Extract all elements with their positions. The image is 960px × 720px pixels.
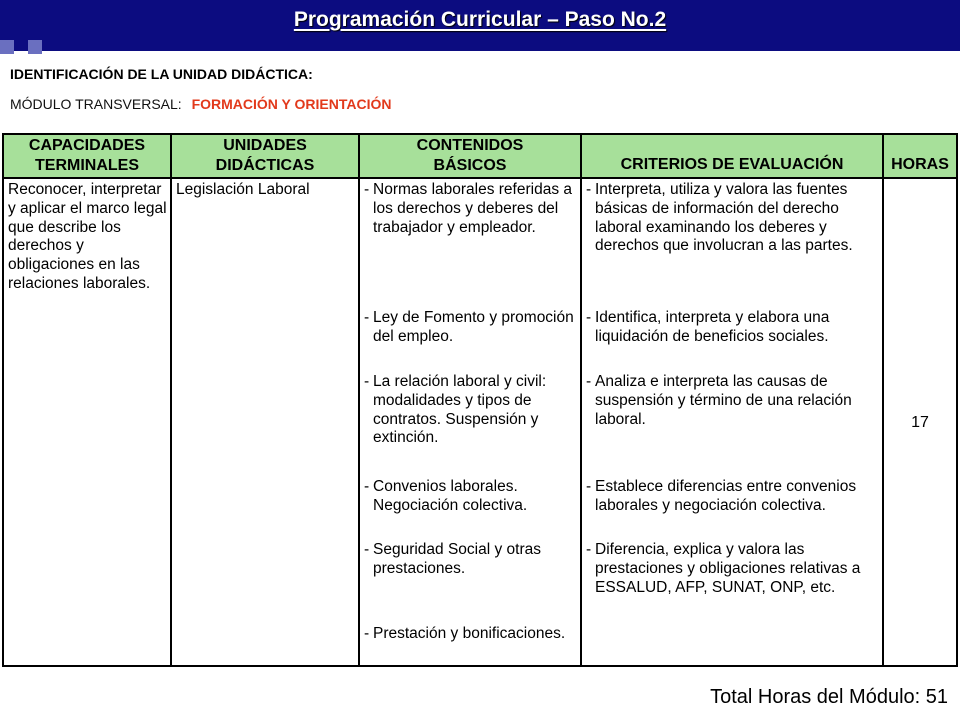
header-horas-text: HORAS (891, 156, 949, 173)
bullet-dash: - (586, 373, 592, 390)
header-unidades-line1: UNIDADES (223, 137, 307, 154)
title-bar (0, 0, 960, 51)
header-criterios (582, 135, 882, 179)
contenido-item (364, 373, 577, 448)
bullet-dash: - (586, 181, 592, 198)
curriculum-table (2, 133, 958, 667)
contenido-text: Convenios laborales. Negociación colectiva. (373, 478, 528, 514)
bullet-dash: - (364, 373, 370, 390)
identification-heading: IDENTIFICACIÓN DE LA UNIDAD DIDÁCTICA: (10, 66, 313, 82)
header-unidades (172, 135, 358, 179)
header-capacidades-line1: CAPACIDADES (28, 137, 146, 154)
header-unidades-line2: DIDÁCTICAS (215, 157, 315, 174)
contenido-item (364, 181, 577, 237)
criterio-text: Identifica, interpreta y elabora una liquidación de beneficios sociales. (595, 309, 830, 345)
bullet-dash: - (364, 181, 370, 198)
contenido-text: La relación laboral y civil: modalidades y tipos de contratos. Suspensión y extinción. (373, 373, 547, 447)
criterio-text: Interpreta, utiliza y valora las fuentes básicas de información del derecho laboral examinando los deberes y derechos que involucran a las partes. (595, 181, 853, 255)
contenido-text: Seguridad Social y otras prestaciones. (373, 541, 542, 577)
header-capacidades (4, 135, 170, 179)
header-horas (884, 135, 956, 179)
contenido-text: Prestación y bonificaciones. (373, 625, 566, 642)
column-capacidades (4, 135, 172, 665)
criterio-item (586, 181, 879, 256)
column-contenidos (360, 135, 582, 665)
module-label: MÓDULO TRANSVERSAL: (10, 96, 182, 112)
bullet-dash: - (364, 478, 370, 495)
module-line (10, 96, 391, 112)
contenido-item (364, 478, 577, 516)
column-criterios (582, 135, 884, 665)
contenido-item (364, 541, 577, 579)
header-capacidades-line2: TERMINALES (35, 157, 139, 174)
contenido-item (364, 625, 577, 644)
unidad-text: Legislación Laboral (176, 181, 310, 198)
module-value: FORMACIÓN Y ORIENTACIÓN (191, 96, 392, 112)
header-criterios-text: CRITERIOS DE EVALUACIÓN (620, 156, 844, 173)
criterio-text: Establece diferencias entre convenios laborales y negociación colectiva. (595, 478, 857, 514)
criterio-item (586, 309, 879, 347)
decorative-squares (0, 40, 44, 56)
header-contenidos-line2: BÁSICOS (433, 157, 507, 174)
decor-square (28, 40, 42, 54)
criterio-item (586, 541, 879, 597)
contenido-text: Normas laborales referidas a los derechos y deberes del trabajador y empleador. (373, 181, 573, 236)
total-hours: Total Horas del Módulo: 51 (710, 686, 948, 708)
capacidad-text: Reconocer, interpretar y aplicar el marco legal que describe los derechos y obligaciones en las relaciones laborales. (8, 181, 167, 292)
contenido-item (364, 309, 577, 347)
criterio-text: Analiza e interpreta las causas de suspensión y término de una relación laboral. (595, 373, 852, 428)
bullet-dash: - (586, 309, 592, 326)
criterio-text: Diferencia, explica y valora las prestaciones y obligaciones relativas a ESSALUD, AFP, SUNAT, ONP, etc. (595, 541, 861, 596)
column-unidades (172, 135, 360, 665)
criterio-item (586, 373, 879, 429)
slide-title: Programación Curricular – Paso No.2 (293, 8, 667, 31)
contenido-text: Ley de Fomento y promoción del empleo. (373, 309, 574, 345)
bullet-dash: - (586, 478, 592, 495)
bullet-dash: - (364, 309, 370, 326)
header-contenidos-line1: CONTENIDOS (416, 137, 524, 154)
header-contenidos (360, 135, 580, 179)
bullet-dash: - (586, 541, 592, 558)
decor-square (0, 40, 14, 54)
bullet-dash: - (364, 541, 370, 558)
criterio-item (586, 478, 879, 516)
bullet-dash: - (364, 625, 370, 642)
column-horas (884, 135, 956, 665)
hours-value: 17 (911, 414, 929, 431)
